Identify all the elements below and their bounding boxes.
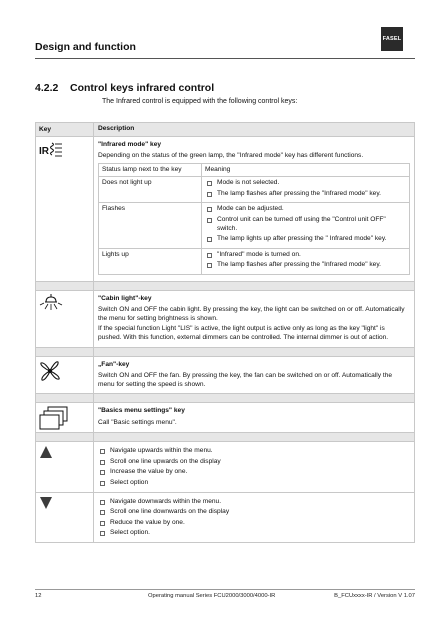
status-label: Lights up <box>99 248 202 274</box>
brand-logo: FASEL <box>381 27 403 51</box>
table-row <box>36 403 415 433</box>
list-item: Select option <box>98 479 410 488</box>
svg-text:IR: IR <box>39 145 49 157</box>
arrow-down-icon <box>36 492 94 542</box>
list-item: Select option. <box>98 529 410 538</box>
cabin-light-key-description <box>94 290 415 347</box>
list-item: The lamp flashes after pressing the "Infrared mode" key. <box>205 190 406 199</box>
meaning-header: Meaning <box>202 163 410 177</box>
cabin-light-key-text: Switch ON and OFF the cabin light. By pressing the key, the light can be switched on or off. Automatically the menu for setting brightness is shown. <box>98 306 405 322</box>
list-item: Increase the value by one. <box>98 468 410 477</box>
list-item: Navigate downwards within the menu. <box>98 498 410 507</box>
cabin-light-key-title: "Cabin light"-key <box>98 294 152 302</box>
list-item: Scroll one line downwards on the display <box>98 508 410 517</box>
basics-key-description <box>94 403 415 433</box>
page-number: 12 <box>35 593 42 599</box>
table-header-row <box>36 123 415 137</box>
footer-version: B_FCUxxxx-IR / Version V 1.07 <box>334 593 415 599</box>
basics-key-text: Call "Basic settings menu". <box>98 418 177 426</box>
infrared-key-text: Depending on the status of the green lamp, the "Infrared mode" key has different functions. <box>98 152 364 160</box>
infrared-icon <box>36 136 94 281</box>
table-row <box>36 290 415 347</box>
fan-key-text: Switch ON and OFF the fan. By pressing the key, the fan can be switched on or off. Automatically the menu for setting the speed is shown. <box>98 372 393 388</box>
list-item: Control unit can be turned off using the "Control unit OFF" switch. <box>205 216 406 233</box>
status-label: Flashes <box>99 203 202 248</box>
infrared-key-description <box>94 136 415 281</box>
table-row <box>36 442 415 492</box>
footer-manual-title: Operating manual Series FCU2000/3000/4000-IR <box>148 593 276 599</box>
basics-key-title: "Basics menu settings" key <box>98 407 185 415</box>
table-row <box>36 136 415 281</box>
footer-divider <box>35 589 415 590</box>
arrow-up-icon <box>36 442 94 492</box>
up-key-description <box>94 442 415 492</box>
status-lamp-table <box>98 163 410 275</box>
column-header-description: Description <box>94 123 415 137</box>
row-separator <box>36 394 415 403</box>
status-lamp-header: Status lamp next to the key <box>99 163 202 177</box>
fan-key-description <box>94 356 415 394</box>
list-item: "Infrared" mode is turned on. <box>205 251 406 260</box>
fan-icon <box>36 356 94 394</box>
status-row-off <box>99 177 410 203</box>
infrared-key-title: "Infrared mode" key <box>98 140 162 148</box>
row-separator <box>36 281 415 290</box>
section-number: 4.2.2 <box>35 82 59 94</box>
fan-key-title: „Fan"-key <box>98 360 130 368</box>
control-keys-table <box>35 122 415 543</box>
list-item: Navigate upwards within the menu. <box>98 447 410 456</box>
page-header-title: Design and function <box>35 41 136 53</box>
section-title: Control keys infrared control <box>70 82 215 94</box>
list-item: Scroll one line upwards on the display <box>98 458 410 467</box>
list-item: Mode is not selected. <box>205 179 406 188</box>
row-separator <box>36 433 415 442</box>
cabin-light-icon <box>36 290 94 347</box>
status-label: Does not light up <box>99 177 202 203</box>
list-item: Reduce the value by one. <box>98 519 410 528</box>
list-item: The lamp lights up after pressing the " Infrared mode" key. <box>205 235 406 244</box>
column-header-key: Key <box>36 123 94 137</box>
header-divider <box>35 58 415 59</box>
cabin-light-key-text-lis: If the special function Light "LIS" is active, the light output is active only as long as the key "light" is pushed. With this function, external dimmers can be controlled. The internal dimmer is out of action. <box>98 325 389 341</box>
list-item: Mode can be adjusted. <box>205 205 406 214</box>
row-separator <box>36 347 415 356</box>
down-key-description <box>94 492 415 542</box>
status-row-flashes <box>99 203 410 248</box>
section-intro: The Infrared control is equipped with the following control keys: <box>102 98 298 105</box>
list-item: The lamp flashes after pressing the "Infrared mode" key. <box>205 261 406 270</box>
table-row <box>36 492 415 542</box>
table-row <box>36 356 415 394</box>
status-row-lights-up <box>99 248 410 274</box>
menu-pages-icon <box>36 403 94 433</box>
